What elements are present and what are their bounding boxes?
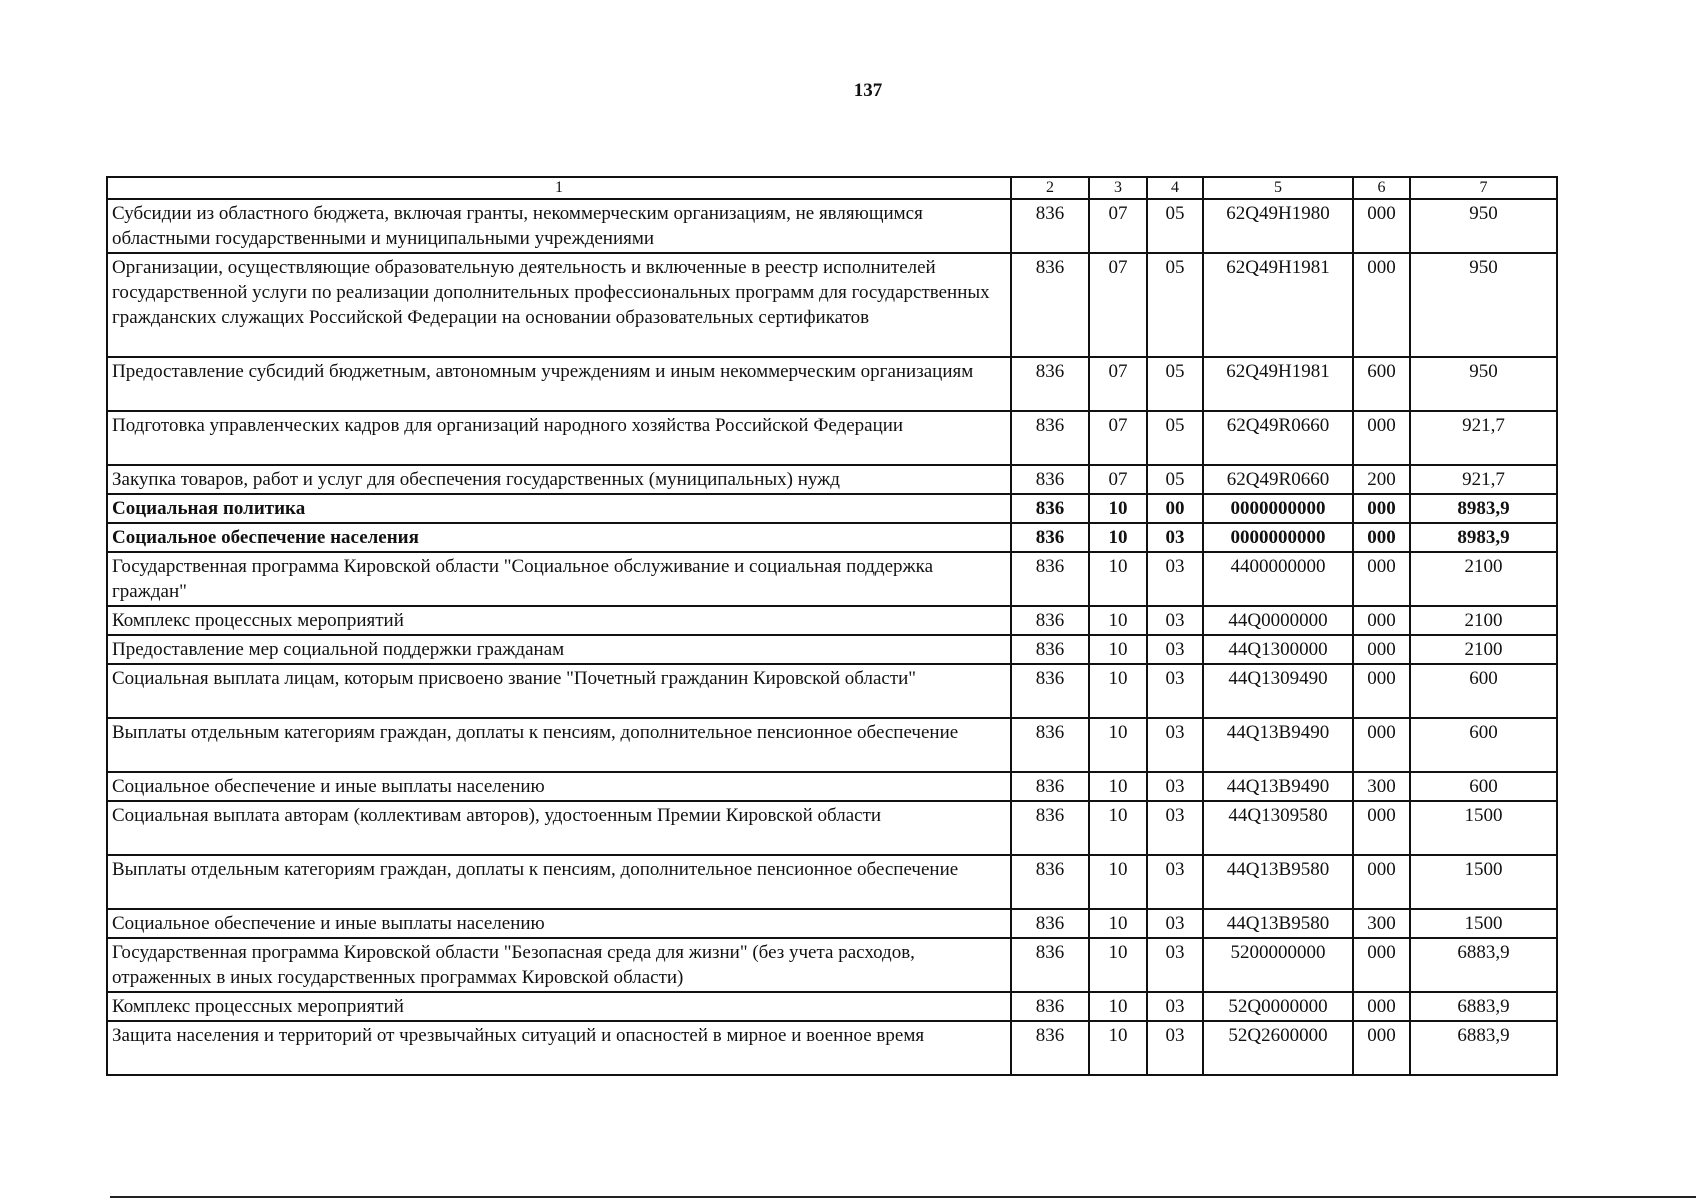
row-name-cell: Комплекс процессных мероприятий: [107, 992, 1011, 1021]
row-value-cell: 03: [1147, 801, 1203, 855]
table-row: [107, 606, 1557, 635]
row-value-cell: 44Q1309580: [1203, 801, 1353, 855]
row-value-cell: 05: [1147, 465, 1203, 494]
header-cell: 7: [1410, 177, 1557, 199]
row-name-cell: Комплекс процессных мероприятий: [107, 606, 1011, 635]
table-row: [107, 552, 1557, 606]
row-value-cell: 0000000000: [1203, 494, 1353, 523]
row-value-cell: 05: [1147, 199, 1203, 253]
table-row: [107, 523, 1557, 552]
table-row: [107, 801, 1557, 855]
row-value-cell: 836: [1011, 635, 1089, 664]
row-value-cell: 000: [1353, 606, 1410, 635]
row-value-cell: 921,7: [1410, 465, 1557, 494]
header-cell: 2: [1011, 177, 1089, 199]
row-value-cell: 62Q49H1980: [1203, 199, 1353, 253]
row-value-cell: 8983,9: [1410, 523, 1557, 552]
row-value-cell: 03: [1147, 523, 1203, 552]
row-value-cell: 950: [1410, 357, 1557, 411]
row-name-cell: Защита населения и территорий от чрезвычайных ситуаций и опасностей в мирное и военное время: [107, 1021, 1011, 1075]
row-value-cell: 03: [1147, 606, 1203, 635]
table-header-row: [107, 177, 1557, 199]
header-cell: 5: [1203, 177, 1353, 199]
row-value-cell: 03: [1147, 718, 1203, 772]
row-value-cell: 000: [1353, 664, 1410, 718]
row-value-cell: 836: [1011, 606, 1089, 635]
row-value-cell: 836: [1011, 523, 1089, 552]
row-value-cell: 03: [1147, 1021, 1203, 1075]
row-value-cell: 52Q2600000: [1203, 1021, 1353, 1075]
budget-table: [106, 176, 1558, 1076]
page-number: 137: [853, 80, 883, 101]
row-value-cell: 07: [1089, 357, 1147, 411]
table-row: [107, 938, 1557, 992]
row-value-cell: 10: [1089, 718, 1147, 772]
row-value-cell: 836: [1011, 938, 1089, 992]
row-value-cell: 03: [1147, 635, 1203, 664]
row-value-cell: 300: [1353, 772, 1410, 801]
row-value-cell: 2100: [1410, 635, 1557, 664]
table-row: [107, 664, 1557, 718]
row-value-cell: 600: [1410, 772, 1557, 801]
row-value-cell: 836: [1011, 411, 1089, 465]
row-value-cell: 950: [1410, 253, 1557, 357]
table-row: [107, 718, 1557, 772]
row-value-cell: 10: [1089, 552, 1147, 606]
row-name-cell: Закупка товаров, работ и услуг для обеспечения государственных (муниципальных) нужд: [107, 465, 1011, 494]
table-row: [107, 909, 1557, 938]
row-value-cell: 836: [1011, 664, 1089, 718]
row-value-cell: 4400000000: [1203, 552, 1353, 606]
row-value-cell: 62Q49R0660: [1203, 465, 1353, 494]
row-value-cell: 000: [1353, 992, 1410, 1021]
row-value-cell: 07: [1089, 253, 1147, 357]
row-value-cell: 10: [1089, 635, 1147, 664]
row-name-cell: Социальное обеспечение населения: [107, 523, 1011, 552]
row-name-cell: Социальное обеспечение и иные выплаты населению: [107, 772, 1011, 801]
table-row: [107, 199, 1557, 253]
row-value-cell: 10: [1089, 938, 1147, 992]
row-value-cell: 836: [1011, 494, 1089, 523]
row-value-cell: 000: [1353, 494, 1410, 523]
row-name-cell: Социальная политика: [107, 494, 1011, 523]
row-value-cell: 836: [1011, 253, 1089, 357]
row-name-cell: Социальная выплата лицам, которым присвоено звание "Почетный гражданин Кировской области": [107, 664, 1011, 718]
header-cell: 4: [1147, 177, 1203, 199]
row-name-cell: Предоставление мер социальной поддержки гражданам: [107, 635, 1011, 664]
table-row: [107, 411, 1557, 465]
row-value-cell: 1500: [1410, 909, 1557, 938]
header-cell: 6: [1353, 177, 1410, 199]
row-value-cell: 836: [1011, 909, 1089, 938]
row-value-cell: 62Q49H1981: [1203, 357, 1353, 411]
row-value-cell: 836: [1011, 1021, 1089, 1075]
row-value-cell: 1500: [1410, 855, 1557, 909]
table-row: [107, 494, 1557, 523]
row-value-cell: 836: [1011, 357, 1089, 411]
table-row: [107, 635, 1557, 664]
row-value-cell: 07: [1089, 411, 1147, 465]
row-value-cell: 10: [1089, 664, 1147, 718]
table-row: [107, 992, 1557, 1021]
row-value-cell: 600: [1410, 718, 1557, 772]
row-value-cell: 000: [1353, 801, 1410, 855]
row-value-cell: 836: [1011, 199, 1089, 253]
row-name-cell: Субсидии из областного бюджета, включая гранты, некоммерческим организациям, не являющимся областными государственными и муниципальными учреждениями: [107, 199, 1011, 253]
row-value-cell: 0000000000: [1203, 523, 1353, 552]
table-row: [107, 357, 1557, 411]
row-value-cell: 000: [1353, 199, 1410, 253]
row-value-cell: 000: [1353, 718, 1410, 772]
table-row: [107, 1021, 1557, 1075]
row-value-cell: 10: [1089, 801, 1147, 855]
row-value-cell: 6883,9: [1410, 1021, 1557, 1075]
row-value-cell: 44Q13B9490: [1203, 718, 1353, 772]
row-value-cell: 950: [1410, 199, 1557, 253]
row-value-cell: 836: [1011, 552, 1089, 606]
row-value-cell: 000: [1353, 635, 1410, 664]
row-value-cell: 6883,9: [1410, 938, 1557, 992]
row-value-cell: 10: [1089, 992, 1147, 1021]
row-value-cell: 03: [1147, 855, 1203, 909]
row-value-cell: 10: [1089, 909, 1147, 938]
row-value-cell: 52Q0000000: [1203, 992, 1353, 1021]
row-value-cell: 05: [1147, 253, 1203, 357]
table-row: [107, 253, 1557, 357]
row-value-cell: 62Q49H1981: [1203, 253, 1353, 357]
row-value-cell: 44Q13B9580: [1203, 855, 1353, 909]
row-value-cell: 10: [1089, 494, 1147, 523]
row-value-cell: 000: [1353, 552, 1410, 606]
row-value-cell: 836: [1011, 801, 1089, 855]
row-value-cell: 921,7: [1410, 411, 1557, 465]
table-row: [107, 772, 1557, 801]
table-row: [107, 465, 1557, 494]
row-name-cell: Социальное обеспечение и иные выплаты населению: [107, 909, 1011, 938]
row-value-cell: 000: [1353, 938, 1410, 992]
row-name-cell: Государственная программа Кировской области "Социальное обслуживание и социальная поддержка граждан": [107, 552, 1011, 606]
row-name-cell: Выплаты отдельным категориям граждан, доплаты к пенсиям, дополнительное пенсионное обеспечение: [107, 855, 1011, 909]
table-row: [107, 855, 1557, 909]
row-name-cell: Социальная выплата авторам (коллективам авторов), удостоенным Премии Кировской области: [107, 801, 1011, 855]
row-value-cell: 5200000000: [1203, 938, 1353, 992]
row-value-cell: 07: [1089, 465, 1147, 494]
row-name-cell: Государственная программа Кировской области "Безопасная среда для жизни" (без учета расходов, отраженных в иных государственных программах Кировской области): [107, 938, 1011, 992]
row-value-cell: 00: [1147, 494, 1203, 523]
row-value-cell: 03: [1147, 909, 1203, 938]
row-value-cell: 600: [1410, 664, 1557, 718]
row-value-cell: 000: [1353, 411, 1410, 465]
row-value-cell: 10: [1089, 772, 1147, 801]
row-value-cell: 200: [1353, 465, 1410, 494]
row-value-cell: 44Q13B9490: [1203, 772, 1353, 801]
row-name-cell: Предоставление субсидий бюджетным, автономным учреждениям и иным некоммерческим организациям: [107, 357, 1011, 411]
row-value-cell: 1500: [1410, 801, 1557, 855]
row-name-cell: Подготовка управленческих кадров для организаций народного хозяйства Российской Федерации: [107, 411, 1011, 465]
row-value-cell: 10: [1089, 855, 1147, 909]
page-bottom-rule: [110, 1196, 1696, 1198]
row-value-cell: 44Q1309490: [1203, 664, 1353, 718]
row-value-cell: 03: [1147, 992, 1203, 1021]
row-value-cell: 03: [1147, 552, 1203, 606]
row-value-cell: 000: [1353, 855, 1410, 909]
row-value-cell: 000: [1353, 1021, 1410, 1075]
row-value-cell: 836: [1011, 992, 1089, 1021]
header-cell: 3: [1089, 177, 1147, 199]
row-value-cell: 44Q1300000: [1203, 635, 1353, 664]
row-name-cell: Выплаты отдельным категориям граждан, доплаты к пенсиям, дополнительное пенсионное обеспечение: [107, 718, 1011, 772]
row-value-cell: 000: [1353, 253, 1410, 357]
row-value-cell: 03: [1147, 938, 1203, 992]
row-value-cell: 10: [1089, 606, 1147, 635]
row-value-cell: 836: [1011, 465, 1089, 494]
row-value-cell: 10: [1089, 1021, 1147, 1075]
row-value-cell: 03: [1147, 772, 1203, 801]
row-value-cell: 07: [1089, 199, 1147, 253]
row-value-cell: 300: [1353, 909, 1410, 938]
row-value-cell: 62Q49R0660: [1203, 411, 1353, 465]
header-cell: 1: [107, 177, 1011, 199]
row-value-cell: 836: [1011, 855, 1089, 909]
row-value-cell: 836: [1011, 772, 1089, 801]
row-value-cell: 600: [1353, 357, 1410, 411]
row-value-cell: 10: [1089, 523, 1147, 552]
row-value-cell: 2100: [1410, 606, 1557, 635]
row-value-cell: 05: [1147, 411, 1203, 465]
row-value-cell: 44Q0000000: [1203, 606, 1353, 635]
row-value-cell: 2100: [1410, 552, 1557, 606]
row-value-cell: 6883,9: [1410, 992, 1557, 1021]
row-value-cell: 03: [1147, 664, 1203, 718]
row-value-cell: 05: [1147, 357, 1203, 411]
row-value-cell: 836: [1011, 718, 1089, 772]
row-name-cell: Организации, осуществляющие образовательную деятельность и включенные в реестр исполнителей государственной услуги по реализации дополнительных профессиональных программ для государственных гражданских служащих Российской Федерации на основании образовательных сертификатов: [107, 253, 1011, 357]
row-value-cell: 000: [1353, 523, 1410, 552]
row-value-cell: 8983,9: [1410, 494, 1557, 523]
row-value-cell: 44Q13B9580: [1203, 909, 1353, 938]
